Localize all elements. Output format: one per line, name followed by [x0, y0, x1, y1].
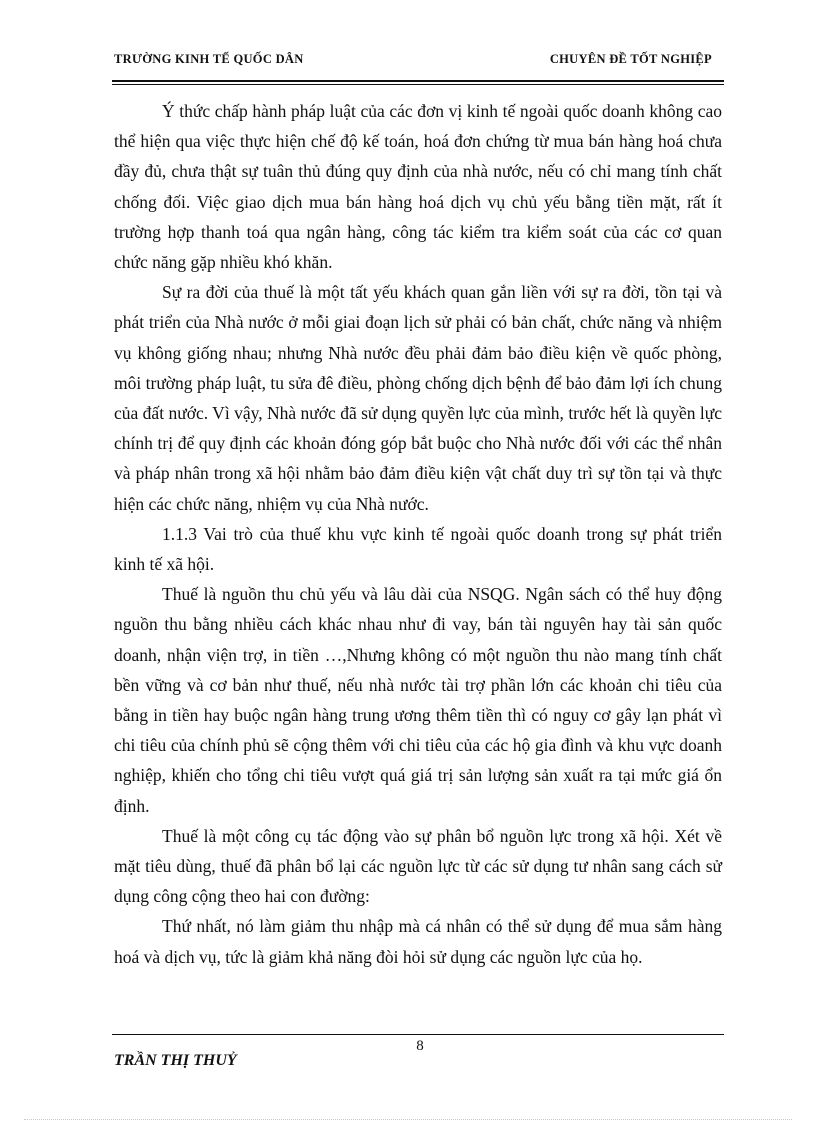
page-number: 8 — [416, 1038, 424, 1054]
paragraph: Ý thức chấp hành pháp luật của các đơn vị kinh tế ngoài quốc doanh không cao thể hiện qua việc thực hiện chế độ kế toán, hoá đơn chứng từ mua bán hàng hoá chưa đầy đủ, chưa thật sự tuân thủ đúng quy định của nhà nước, nếu có chỉ mang tính chất chống đối. Việc giao dịch mua bán hàng hoá dịch vụ chủ yếu bằng tiền mặt, rất ít trường hợp thanh toá qua ngân hàng, công tác kiểm tra kiểm soát của các cơ quan chức năng gặp nhiều khó khăn. — [114, 101, 722, 273]
paragraph: Sự ra đời của thuế là một tất yếu khách quan gắn liền với sự ra đời, tồn tại và phát triển của Nhà nước ở mỗi giai đoạn lịch sử phải có bản chất, chức năng và nhiệm vụ không giống nhau; nhưng Nhà nước đều phải đảm bảo điều kiện về quốc phòng, môi trường pháp luật, tu sửa đê điều, phòng chống dịch bệnh để bảo đảm lợi ích chung của đất nước. Vì vậy, Nhà nước đã sử dụng quyền lực của mình, trước hết là quyền lực chính trị để quy định các khoản đóng góp bắt buộc cho Nhà nước đối với các thể nhân và pháp nhân trong xã hội nhằm bảo đảm điều kiện vật chất duy trì sự tồn tại và thực hiện các chức năng, nhiệm vụ của Nhà nước. — [114, 282, 722, 514]
paragraph: Thuế là nguồn thu chủ yếu và lâu dài của NSQG. Ngân sách có thể huy động nguồn thu bằng nhiều cách khác nhau như đi vay, bán tài nguyên hay tài sản quốc doanh, nhận viện trợ, in tiền …,Nhưng không có một nguồn thu nào mang tính chất bền vững và cơ bản như thuế, nếu nhà nước tài trợ phần lớn các khoản chi tiêu của bằng in tiền hay buộc ngân hàng trung ương thêm tiền thì có nguy cơ gây lạn phát vì chi tiêu của chính phủ sẽ cộng thêm với chi tiêu của các hộ gia đình và khu vực doanh nghiệp, khiến cho tổng chi tiêu vượt quá giá trị sản lượng sản xuất ra tại mức giá ổn định. — [114, 584, 722, 816]
paragraph: Thứ nhất, nó làm giảm thu nhập mà cá nhân có thể sử dụng để mua sắm hàng hoá và dịch vụ, tức là giảm khả năng đòi hỏi sử dụng các nguồn lực của họ. — [114, 916, 722, 967]
header-university: TRƯỜNG KINH TẾ QUỐC DÂN — [114, 52, 304, 66]
body-text — [114, 96, 722, 972]
header-divider — [112, 80, 724, 82]
author-name: TRẦN THỊ THUỶ — [114, 1052, 237, 1069]
section-heading: 1.1.3 Vai trò của thuế khu vực kinh tế ngoài quốc doanh trong sự phát triển kinh tế xã hội. — [114, 523, 722, 575]
paragraph: Thuế là một công cụ tác động vào sự phân bổ nguồn lực trong xã hội. Xét về mặt tiêu dùng, thuế đã phân bổ lại các nguồn lực từ các sử dụng tư nhân sang cách sử dụng công cộng theo hai con đường: — [114, 825, 722, 907]
page-header — [112, 52, 724, 72]
footer-divider — [112, 1034, 724, 1035]
page-bottom-border — [24, 1119, 792, 1120]
header-document-type: CHUYÊN ĐỀ TỐT NGHIỆP — [549, 52, 712, 66]
header-divider-thin — [112, 84, 724, 85]
